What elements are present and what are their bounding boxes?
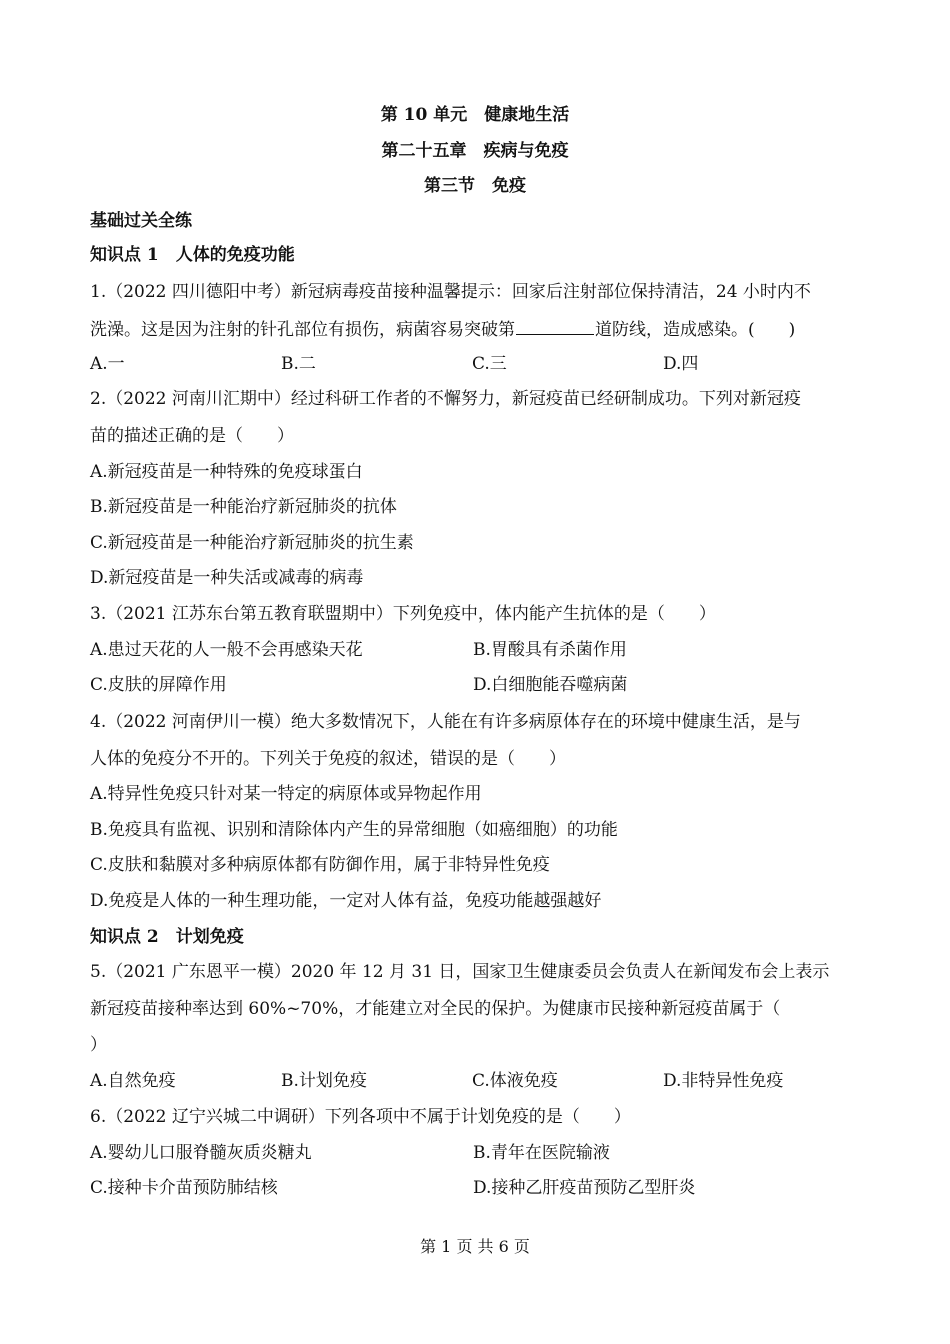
q3-option-d: D.白细胞能吞噬病菌 [473, 675, 628, 695]
q6-option-b: B.青年在医院输液 [473, 1143, 610, 1163]
q6-option-a: A.婴幼儿口服脊髓灰质炎糖丸 [90, 1143, 312, 1163]
q1-option-a: A.一 [90, 354, 125, 374]
q1-stem-line1: 1.（2022 四川德阳中考）新冠病毒疫苗接种温馨提示：回家后注射部位保持清洁，24 小时内不 [90, 282, 811, 302]
practice-heading: 基础过关全练 [90, 211, 192, 231]
q5-option-a: A.自然免疫 [90, 1071, 176, 1091]
page-footer: 第 1 页 共 6 页 [420, 1237, 530, 1256]
q5-option-d: D.非特异性免疫 [663, 1071, 784, 1091]
q3-options-row1 [90, 638, 860, 662]
q1-stem-after-blank: 道防线，造成感染。( ) [595, 320, 796, 340]
q5-option-c: C.体液免疫 [472, 1071, 558, 1091]
q3-stem-line1: 3.（2021 江苏东台第五教育联盟期中）下列免疫中，体内能产生抗体的是（ ） [90, 604, 716, 624]
q2-option-b: B.新冠疫苗是一种能治疗新冠肺炎的抗体 [90, 497, 397, 517]
q2-stem-line2: 苗的描述正确的是（ ） [90, 426, 294, 446]
q4-option-c: C.皮肤和黏膜对多种病原体都有防御作用，属于非特异性免疫 [90, 855, 550, 875]
q5-stem-line3: ） [90, 1035, 107, 1055]
q6-stem-line1: 6.（2022 辽宁兴城二中调研）下列各项中不属于计划免疫的是（ ） [90, 1107, 631, 1127]
q4-stem-line2: 人体的免疫分不开的。下列关于免疫的叙述，错误的是（ ） [90, 749, 566, 769]
q1-stem-before-blank: 洗澡。这是因为注射的针孔部位有损伤，病菌容易突破第 [90, 320, 515, 340]
q6-option-d: D.接种乙肝疫苗预防乙型肝炎 [473, 1178, 696, 1198]
q5-stem-line2: 新冠疫苗接种率达到 60%~70%，才能建立对全民的保护。为健康市民接种新冠疫苗属于（ [90, 999, 781, 1019]
knowledge-point-1: 知识点 1 人体的免疫功能 [90, 245, 295, 265]
q1-option-d: D.四 [663, 354, 699, 374]
q6-option-c: C.接种卡介苗预防肺结核 [90, 1178, 278, 1198]
q1-options [90, 352, 860, 376]
section-title: 第三节 免疫 [424, 176, 526, 196]
q5-options [90, 1069, 860, 1093]
answer-blank [516, 317, 594, 335]
unit-title: 第 10 单元 健康地生活 [380, 105, 570, 125]
q2-option-a: A.新冠疫苗是一种特殊的免疫球蛋白 [90, 462, 363, 482]
q2-option-d: D.新冠疫苗是一种失活或减毒的病毒 [90, 568, 364, 588]
q1-stem-line2 [90, 317, 860, 342]
q4-option-b: B.免疫具有监视、识别和清除体内产生的异常细胞（如癌细胞）的功能 [90, 820, 618, 840]
q4-option-d: D.免疫是人体的一种生理功能，一定对人体有益，免疫功能越强越好 [90, 891, 602, 911]
q5-option-b: B.计划免疫 [281, 1071, 367, 1091]
q1-option-c: C.三 [472, 354, 507, 374]
q6-options-row1 [90, 1141, 860, 1165]
knowledge-point-2: 知识点 2 计划免疫 [90, 927, 244, 947]
chapter-title: 第二十五章 疾病与免疫 [381, 141, 569, 161]
q5-stem-line1: 5.（2021 广东恩平一模）2020 年 12 月 31 日，国家卫生健康委员会负责人在新闻发布会上表示 [90, 962, 830, 982]
q3-option-c: C.皮肤的屏障作用 [90, 675, 227, 695]
q3-option-b: B.胃酸具有杀菌作用 [473, 640, 627, 660]
q4-option-a: A.特异性免疫只针对某一特定的病原体或异物起作用 [90, 784, 482, 804]
q3-option-a: A.患过天花的人一般不会再感染天花 [90, 640, 363, 660]
q2-option-c: C.新冠疫苗是一种能治疗新冠肺炎的抗生素 [90, 533, 414, 553]
q2-stem-line1: 2.（2022 河南川汇期中）经过科研工作者的不懈努力，新冠疫苗已经研制成功。下列对新冠疫 [90, 389, 801, 409]
q4-stem-line1: 4.（2022 河南伊川一模）绝大多数情况下，人能在有许多病原体存在的环境中健康生活，是与 [90, 712, 801, 732]
q1-option-b: B.二 [281, 354, 316, 374]
q3-options-row2 [90, 673, 860, 697]
q6-options-row2 [90, 1176, 860, 1200]
